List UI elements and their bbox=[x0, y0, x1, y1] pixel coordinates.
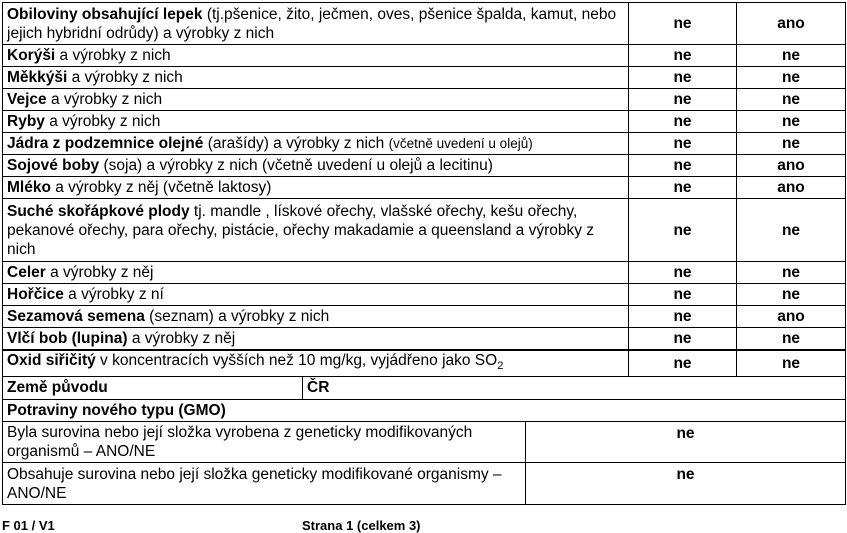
allergen-subscript: 2 bbox=[497, 359, 504, 372]
allergen-value-1: ne bbox=[629, 133, 737, 155]
origin-label: Země původu bbox=[3, 377, 303, 399]
allergen-table bbox=[2, 2, 846, 422]
allergen-description bbox=[3, 45, 629, 67]
allergen-detail: a výrobky z ní bbox=[63, 286, 164, 303]
allergen-description bbox=[3, 284, 629, 306]
allergen-value-2: ano bbox=[737, 306, 846, 328]
allergen-name: Sezamová semena bbox=[7, 308, 145, 325]
origin-value: ČR bbox=[307, 378, 330, 396]
allergen-detail: a výrobky z nich bbox=[46, 91, 163, 108]
allergen-value-1: ne bbox=[629, 284, 737, 306]
gmo-question-row-1 bbox=[3, 422, 846, 463]
allergen-detail: tj. mandle , lískové ořechy, vlašské ořechy, kešu ořechy, pekanové ořechy, para ořechy, pistácie, ořechy makadamie a queensland a výrobky z nich bbox=[7, 202, 595, 258]
allergen-value-2: ne bbox=[737, 45, 846, 67]
allergen-name: Obiloviny obsahující lepek bbox=[7, 5, 203, 23]
allergen-name: Korýši bbox=[7, 47, 56, 64]
allergen-value-1: ne bbox=[629, 45, 737, 67]
allergen-description bbox=[3, 262, 629, 284]
allergen-row bbox=[3, 306, 846, 328]
allergen-description bbox=[3, 177, 629, 199]
allergen-description bbox=[3, 89, 629, 111]
allergen-description bbox=[3, 155, 629, 177]
allergen-value-2: ne bbox=[737, 284, 846, 306]
gmo-answer-1: ne bbox=[526, 422, 846, 463]
allergen-row bbox=[3, 328, 846, 350]
allergen-row bbox=[3, 155, 846, 177]
allergen-description bbox=[3, 306, 629, 328]
allergen-value-1: ne bbox=[629, 306, 737, 328]
allergen-detail: (tj.pšenice, žito, ječmen, oves, pšenice špalda, kamut, nebo jejich hybridní odrůdy) a výrobky z nich bbox=[7, 5, 617, 42]
allergen-row bbox=[3, 45, 846, 67]
allergen-description bbox=[3, 350, 629, 377]
allergen-value-1: ne bbox=[629, 350, 737, 377]
allergen-value-2: ne bbox=[737, 328, 846, 350]
allergen-row bbox=[3, 3, 846, 45]
allergen-value-1: ne bbox=[629, 89, 737, 111]
allergen-name: Jádra z podzemnice olejné bbox=[7, 135, 204, 152]
allergen-row bbox=[3, 350, 846, 377]
origin-cell bbox=[3, 376, 846, 399]
allergen-value-2: ne bbox=[737, 199, 846, 262]
allergen-row bbox=[3, 262, 846, 284]
allergen-name: Oxid siřičitý bbox=[7, 351, 96, 369]
allergen-value-1: ne bbox=[629, 67, 737, 89]
page-footer bbox=[2, 518, 845, 533]
allergen-name: Vlčí bob (lupina) bbox=[7, 329, 128, 347]
allergen-value-2: ne bbox=[737, 350, 846, 377]
allergen-row bbox=[3, 177, 846, 199]
allergen-description bbox=[3, 328, 629, 350]
allergen-value-2: ne bbox=[737, 262, 846, 284]
allergen-name: Mléko bbox=[7, 179, 51, 196]
allergen-value-1: ne bbox=[629, 328, 737, 350]
allergen-row bbox=[3, 199, 846, 262]
allergen-description bbox=[3, 199, 629, 262]
allergen-detail: (arašídy) a výrobky z nich bbox=[203, 135, 389, 152]
allergen-detail: (seznam) a výrobky z nich bbox=[144, 308, 330, 325]
allergen-detail: v koncentracích vyšších než 10 mg/kg, vyjádřeno jako SO bbox=[95, 351, 498, 369]
allergen-name: Sojové boby bbox=[7, 157, 100, 174]
allergen-value-1: ne bbox=[629, 3, 737, 45]
allergen-detail: a výrobky z nich bbox=[67, 69, 183, 86]
origin-row bbox=[3, 376, 846, 399]
allergen-value-2: ne bbox=[737, 133, 846, 155]
allergen-name: Hořčice bbox=[7, 286, 64, 303]
allergen-detail: a výrobky z něj (včetně laktosy) bbox=[50, 179, 272, 196]
allergen-detail: a výrobky z nich bbox=[44, 113, 161, 130]
allergen-row bbox=[3, 133, 846, 155]
allergen-value-1: ne bbox=[629, 177, 737, 199]
allergen-value-1: ne bbox=[629, 111, 737, 133]
allergen-detail: a výrobky z něj bbox=[45, 264, 154, 281]
allergen-value-1: ne bbox=[629, 155, 737, 177]
allergen-value-2: ne bbox=[737, 111, 846, 133]
gmo-question-1: Byla surovina nebo její složka vyrobena z geneticky modifikovaných organismů – ANO/NE bbox=[3, 422, 526, 463]
origin-wrapper bbox=[3, 377, 845, 399]
gmo-answer-2: ne bbox=[526, 463, 846, 505]
allergen-value-2: ne bbox=[737, 67, 846, 89]
allergen-name: Vejce bbox=[7, 91, 47, 108]
allergen-detail: a výrobky z něj bbox=[127, 329, 236, 347]
allergen-detail: (soja) a výrobky z nich (včetně uvedení u olejů a lecitinu) bbox=[99, 157, 493, 174]
allergen-name: Suché skořápkové plody bbox=[7, 202, 190, 220]
allergen-value-1: ne bbox=[629, 199, 737, 262]
gmo-question-2: Obsahuje surovina nebo její složka geneticky modifikované organismy – ANO/NE bbox=[3, 463, 526, 505]
allergen-row bbox=[3, 89, 846, 111]
allergen-name: Ryby bbox=[7, 113, 45, 130]
allergen-value-1: ne bbox=[629, 262, 737, 284]
allergen-value-2: ano bbox=[737, 155, 846, 177]
allergen-value-2: ano bbox=[737, 177, 846, 199]
allergen-name: Celer bbox=[7, 264, 46, 281]
allergen-note: (včetně uvedení u olejů) bbox=[388, 136, 533, 151]
gmo-heading: Potraviny nového typu (GMO) bbox=[3, 399, 846, 421]
allergen-row bbox=[3, 111, 846, 133]
allergen-description bbox=[3, 3, 629, 45]
gmo-table bbox=[2, 421, 846, 505]
allergen-value-2: ano bbox=[737, 3, 846, 45]
allergen-name: Měkkýši bbox=[7, 69, 68, 86]
footer-page-number: Strana 1 (celkem 3) bbox=[302, 518, 421, 533]
gmo-question-row-2 bbox=[3, 463, 846, 505]
footer-document-code: F 01 / V1 bbox=[2, 518, 55, 533]
allergen-detail: a výrobky z nich bbox=[55, 47, 171, 64]
allergen-description bbox=[3, 111, 629, 133]
allergen-description bbox=[3, 133, 629, 155]
allergen-description bbox=[3, 67, 629, 89]
allergen-row bbox=[3, 284, 846, 306]
gmo-heading-row bbox=[3, 399, 846, 421]
allergen-row bbox=[3, 67, 846, 89]
allergen-value-2: ne bbox=[737, 89, 846, 111]
